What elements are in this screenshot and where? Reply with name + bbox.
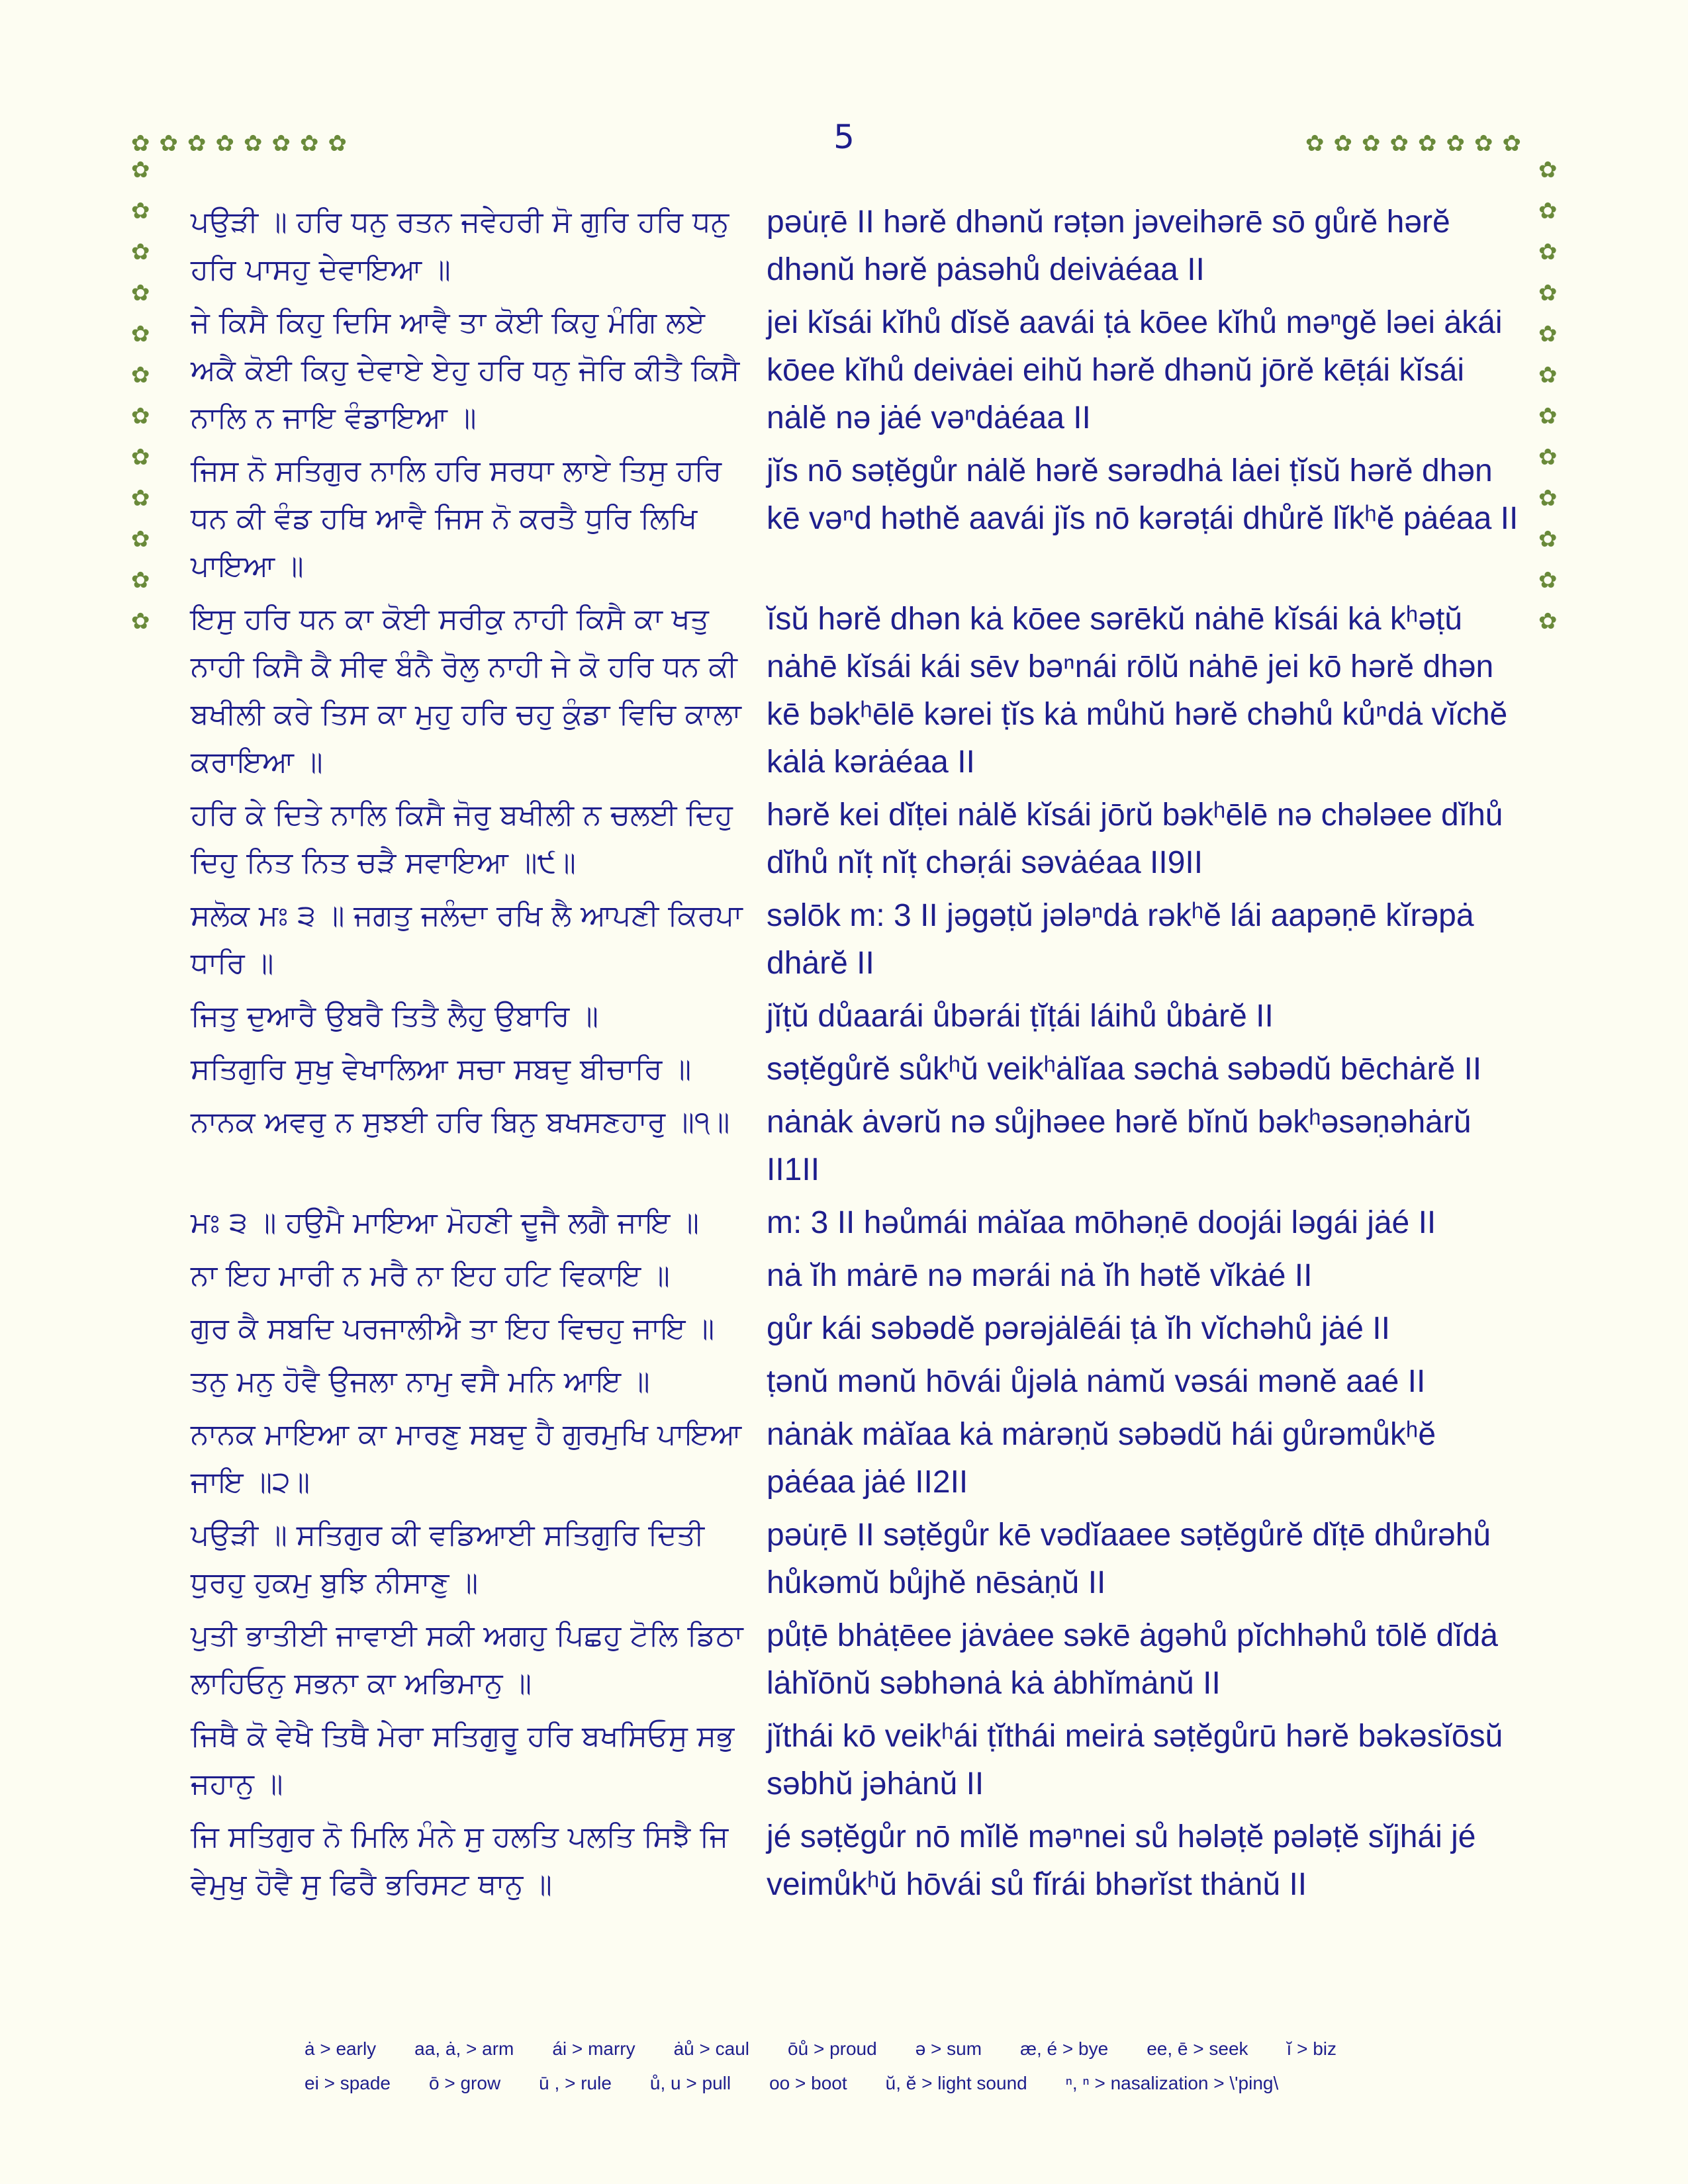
legend-item: æ, é > bye xyxy=(1020,2038,1109,2059)
flower-icon: ✿ xyxy=(1538,444,1558,471)
legend-item: ee, ē > seek xyxy=(1147,2038,1248,2059)
gurmukhi-text: ਨਾਨਕ ਮਾਇਆ ਕਾ ਮਾਰਣੁ ਸਬਦੁ ਹੈ ਗੁਰਮੁਖਿ ਪਾਇਆ ਜਾਇ ॥੨॥ xyxy=(191,1418,742,1499)
legend-item: aa, ȧ, > arm xyxy=(414,2038,514,2059)
legend-item: ái > marry xyxy=(552,2038,635,2059)
flower-icon: ✿ xyxy=(131,485,150,512)
flower-border-right xyxy=(1538,159,1558,651)
verse-row xyxy=(191,447,1528,590)
flower-icon: ✿ xyxy=(131,526,150,553)
flower-icon: ✿ xyxy=(131,239,150,265)
flower-icon: ✿ xyxy=(131,198,150,224)
flower-icon: ✿ xyxy=(1538,567,1558,594)
transliteration-text: səlōk m: 3 II jəgəṭŭ jələⁿdȧ rəkʰĕ lái aapəṇē kĭrəpȧ dhȧrĕ II xyxy=(767,898,1474,981)
gurmukhi-text: ਤਨੁ ਮਨੁ ਹੋਵੈ ਉਜਲਾ ਨਾਮੁ ਵਸੈ ਮਨਿ ਆਇ ॥ xyxy=(191,1365,650,1398)
verse-row xyxy=(191,199,1528,294)
transliteration-text: jĭthái kō veikʰái ṭĭthái meirȧ səṭĕgůrū hərĕ bəkəsĭōsŭ səbhŭ jəhȧnŭ II xyxy=(767,1719,1503,1801)
flower-border-top-left xyxy=(131,132,356,155)
gurmukhi-text: ਜਿਸ ਨੋ ਸਤਿਗੁਰ ਨਾਲਿ ਹਰਿ ਸਰਧਾ ਲਾਏ ਤਿਸੁ ਹਰਿ ਧਨ ਕੀ ਵੰਡ ਹਥਿ ਆਵੈ ਜਿਸ ਨੋ ਕਰਤੈ ਧੁਰਿ ਲਿਖਿ ਪਾਇਆ ॥ xyxy=(191,454,722,583)
flower-icon: ✿ xyxy=(1538,608,1558,635)
flower-icon: ✿ xyxy=(131,280,150,306)
verse-row xyxy=(191,1713,1528,1808)
legend-item: ū , > rule xyxy=(539,2073,612,2093)
transliteration-text: nȧnȧk ȧvərŭ nə sůjhəee hərĕ bĭnŭ bəkʰəsəṇəhȧrŭ II1II xyxy=(767,1105,1472,1187)
flower-icon: ✿ xyxy=(131,608,150,635)
verse-row xyxy=(191,299,1528,442)
gurmukhi-text: ਜਿਤੁ ਦੁਆਰੈ ਉਬਰੈ ਤਿਤੈ ਲੈਹੁ ਉਬਾਰਿ ॥ xyxy=(191,999,599,1033)
verse-row xyxy=(191,1411,1528,1506)
gurmukhi-text: ਗੁਰ ਕੈ ਸਬਦਿ ਪਰਜਾਲੀਐ ਤਾ ਇਹ ਵਿਚਹੁ ਜਾਇ ॥ xyxy=(191,1312,715,1345)
flower-icon: ✿ xyxy=(131,321,150,347)
transliteration-text: jei kĭsái kĭhů dĭsĕ aavái ṭȧ kōee kĭhů məⁿgĕ ləei ȧkái kōee kĭhů deivȧei eihŭ hərĕ dhənŭ jōrĕ kēṭái kĭsái nȧlĕ nə jȧé vəⁿdȧéaa II xyxy=(767,305,1503,435)
verse-row xyxy=(191,1046,1528,1093)
legend-row xyxy=(305,2073,1496,2094)
legend-row xyxy=(305,2038,1496,2060)
verse-row xyxy=(191,1512,1528,1607)
legend-item: oo > boot xyxy=(769,2073,847,2093)
flower-icon: ✿ xyxy=(1418,130,1437,157)
transliteration-text: půṭē bhȧṭēee jȧvȧee səkē ȧgəhů pĭchhəhů tōlĕ dĭdȧ lȧhĭōnŭ səbhənȧ kȧ ȧbhĭmȧnŭ II xyxy=(767,1618,1498,1701)
flower-icon: ✿ xyxy=(1333,130,1352,157)
verse-row xyxy=(191,892,1528,987)
gurmukhi-text: ਪਉੜੀ ॥ ਸਤਿਗੁਰ ਕੀ ਵਡਿਆਈ ਸਤਿਗੁਰਿ ਦਿਤੀ ਧੁਰਹੁ ਹੁਕਮੁ ਬੁਝਿ ਨੀਸਾਣੁ ॥ xyxy=(191,1518,704,1600)
flower-icon: ✿ xyxy=(1502,130,1521,157)
verse-row xyxy=(191,1813,1528,1909)
flower-icon: ✿ xyxy=(1538,321,1558,347)
transliteration-text: nȧ ĭh mȧrē nə mərái nȧ ĭh hətĕ vĭkȧé II xyxy=(767,1258,1313,1293)
flower-icon: ✿ xyxy=(159,130,178,157)
legend-item: ⁿ, ⁿ > nasalization > \'ping\ xyxy=(1065,2073,1279,2093)
gurmukhi-text: ਜਿ ਸਤਿਗੁਰ ਨੋ ਮਿਲਿ ਮੰਨੇ ਸੁ ਹਲਤਿ ਪਲਤਿ ਸਿਝੈ ਜਿ ਵੇਮੁਖੁ ਹੋਵੈ ਸੁ ਫਿਰੈ ਭਰਿਸਟ ਥਾਨੁ ॥ xyxy=(191,1820,729,1901)
gurmukhi-text: ਮਃ ੩ ॥ ਹਉਮੈ ਮਾਇਆ ਮੋਹਣੀ ਦੂਜੈ ਲਗੈ ਜਾਇ ॥ xyxy=(191,1206,700,1240)
legend-item: ȧ > early xyxy=(305,2038,377,2059)
flower-icon: ✿ xyxy=(244,130,263,157)
gurmukhi-text: ਨਾ ਇਹ ਮਾਰੀ ਨ ਮਰੈ ਨਾ ਇਹ ਹਟਿ ਵਿਕਾਇ ॥ xyxy=(191,1259,670,1293)
gurmukhi-text: ਨਾਨਕ ਅਵਰੁ ਨ ਸੁਝਈ ਹਰਿ ਬਿਨੁ ਬਖਸਣਹਾਰੁ ॥੧॥ xyxy=(191,1105,730,1139)
transliteration-text: jé səṭĕgůr nō mĭlĕ məⁿnei sů hələṭĕ pələṭĕ sĭjhái jé veimůkʰŭ hōvái sů fĭrái bhərĭst thȧnŭ II xyxy=(767,1819,1476,1902)
verse-row xyxy=(191,993,1528,1040)
verse-row xyxy=(191,1252,1528,1300)
verse-row xyxy=(191,1358,1528,1406)
legend-item: ŭ, ĕ > light sound xyxy=(885,2073,1027,2093)
flower-icon: ✿ xyxy=(131,130,150,157)
transliteration-text: m: 3 II həůmái mȧĭaa mōhəṇē doojái ləgái jȧé II xyxy=(767,1205,1436,1240)
flower-icon: ✿ xyxy=(1538,485,1558,512)
legend-item: ȧů > caul xyxy=(673,2038,750,2059)
flower-icon: ✿ xyxy=(1538,157,1558,183)
pronunciation-legend xyxy=(305,2038,1496,2107)
gurmukhi-text: ਹਰਿ ਕੇ ਦਿਤੇ ਨਾਲਿ ਕਿਸੈ ਜੋਰੁ ਬਖੀਲੀ ਨ ਚਲਈ ਦਿਹੁ ਦਿਹੁ ਨਿਤ ਨਿਤ ਚੜੈ ਸਵਾਇਆ ॥੯॥ xyxy=(191,798,733,880)
transliteration-text: nȧnȧk mȧĭaa kȧ mȧrəṇŭ səbədŭ hái gůrəmůkʰĕ pȧéaa jȧé II2II xyxy=(767,1417,1436,1500)
flower-icon: ✿ xyxy=(1538,526,1558,553)
flower-icon: ✿ xyxy=(1305,130,1325,157)
flower-icon: ✿ xyxy=(131,567,150,594)
flower-icon: ✿ xyxy=(1538,403,1558,430)
transliteration-text: ṭənŭ mənŭ hōvái ůjəlȧ nȧmŭ vəsái mənĕ aaé II xyxy=(767,1364,1426,1399)
flower-icon: ✿ xyxy=(131,157,150,183)
flower-icon: ✿ xyxy=(215,130,234,157)
legend-item: ō > grow xyxy=(429,2073,501,2093)
verse-row xyxy=(191,596,1528,786)
transliteration-text: pəu̇ṛē II hərĕ dhənŭ rəṭən jəveihərē sō gůrĕ hərĕ dhənŭ hərĕ pȧsəhů deivȧéaa II xyxy=(767,205,1450,287)
flower-icon: ✿ xyxy=(328,130,347,157)
flower-icon: ✿ xyxy=(1538,280,1558,306)
gurmukhi-text: ਜਿਥੈ ਕੋ ਵੇਖੈ ਤਿਥੈ ਮੇਰਾ ਸਤਿਗੁਰੂ ਹਰਿ ਬਖਸਿਓਸੁ ਸਭੁ ਜਹਾਨੁ ॥ xyxy=(191,1719,735,1801)
verse-row xyxy=(191,1199,1528,1247)
legend-item: ĭ > biz xyxy=(1286,2038,1337,2059)
gurmukhi-text: ਪਉੜੀ ॥ ਹਰਿ ਧਨੁ ਰਤਨ ਜਵੇਹਰੀ ਸੋ ਗੁਰਿ ਹਰਿ ਧਨੁ ਹਰਿ ਪਾਸਹੁ ਦੇਵਾਇਆ ॥ xyxy=(191,205,729,287)
flower-icon: ✿ xyxy=(131,444,150,471)
legend-item: ei > spade xyxy=(305,2073,391,2093)
flower-icon: ✿ xyxy=(187,130,207,157)
verse-row xyxy=(191,1099,1528,1194)
transliteration-text: ĭsŭ hərĕ dhən kȧ kōee sərēkŭ nȧhē kĭsái kȧ kʰəṭŭ nȧhē kĭsái kái sēv bəⁿnái rōlŭ nȧhē jei kō hərĕ dhən kē bəkʰēlē kərei ṭĭs kȧ můhŭ hərĕ chəhů kůⁿdȧ vĭchĕ kȧlȧ kərȧéaa II xyxy=(767,602,1508,780)
flower-border-top-right xyxy=(1305,132,1530,155)
transliteration-text: hərĕ kei dĭṭei nȧlĕ kĭsái jōrŭ bəkʰēlē nə chələee dĭhů dĭhů nĭṭ nĭṭ chəṛái səvȧéaa II9II xyxy=(767,797,1503,880)
flower-icon: ✿ xyxy=(1362,130,1381,157)
transliteration-text: jĭs nō səṭĕgůr nȧlĕ hərĕ sərədhȧ lȧei ṭĭsŭ hərĕ dhən kē vəⁿd həthĕ aavái jĭs nō kərəṭái dhůrĕ lĭkʰĕ pȧéaa II xyxy=(767,453,1519,536)
verse-row xyxy=(191,1305,1528,1353)
gurmukhi-text: ਸਤਿਗੁਰਿ ਸੁਖੁ ਵੇਖਾਲਿਆ ਸਚਾ ਸਬਦੁ ਬੀਚਾਰਿ ॥ xyxy=(191,1052,692,1086)
flower-icon: ✿ xyxy=(1538,239,1558,265)
flower-icon: ✿ xyxy=(1538,362,1558,388)
verse-row xyxy=(191,792,1528,887)
flower-icon: ✿ xyxy=(300,130,319,157)
flower-icon: ✿ xyxy=(1474,130,1493,157)
flower-icon: ✿ xyxy=(131,403,150,430)
flower-icon: ✿ xyxy=(131,362,150,388)
legend-item: ə > sum xyxy=(915,2038,982,2059)
flower-icon: ✿ xyxy=(1538,198,1558,224)
legend-item: ů, u > pull xyxy=(649,2073,731,2093)
flower-icon: ✿ xyxy=(1446,130,1465,157)
flower-icon: ✿ xyxy=(271,130,291,157)
flower-border-left xyxy=(131,159,150,651)
transliteration-text: səṭĕgůrĕ sůkʰŭ veikʰȧlĭaa səchȧ səbədŭ bēchȧrĕ II xyxy=(767,1052,1482,1087)
gurmukhi-text: ਇਸੁ ਹਰਿ ਧਨ ਕਾ ਕੋਈ ਸਰੀਕੁ ਨਾਹੀ ਕਿਸੈ ਕਾ ਖਤੁ ਨਾਹੀ ਕਿਸੈ ਕੈ ਸੀਵ ਬੰਨੈ ਰੋਲੁ ਨਾਹੀ ਜੇ ਕੋ ਹਰਿ ਧਨ ਕੀ ਬਖੀਲੀ ਕਰੇ ਤਿਸ ਕਾ ਮੁਹੁ ਹਰਿ ਚਹੁ ਕੁੰਡਾ ਵਿਚਿ ਕਾਲਾ ਕਰਾਇਆ ॥ xyxy=(191,602,741,779)
gurmukhi-text: ਪੁਤੀ ਭਾਤੀਈ ਜਾਵਾਈ ਸਕੀ ਅਗਹੁ ਪਿਛਹੁ ਟੋਲਿ ਡਿਠਾ ਲਾਹਿਓਨੁ ਸਭਨਾ ਕਾ ਅਭਿਮਾਨੁ ॥ xyxy=(191,1619,743,1700)
gurmukhi-text: ਸਲੋਕ ਮਃ ੩ ॥ ਜਗਤੁ ਜਲੰਦਾ ਰਖਿ ਲੈ ਆਪਣੀ ਕਿਰਪਾ ਧਾਰਿ ॥ xyxy=(191,899,743,980)
gurmukhi-text: ਜੇ ਕਿਸੈ ਕਿਹੁ ਦਿਸਿ ਆਵੈ ਤਾ ਕੋਈ ਕਿਹੁ ਮੰਗਿ ਲਏ ਅਕੈ ਕੋਈ ਕਿਹੁ ਦੇਵਾਏ ਏਹੁ ਹਰਿ ਧਨੁ ਜੋਰਿ ਕੀਤੈ ਕਿਸੈ ਨਾਲਿ ਨ ਜਾਇ ਵੰਡਾਇਆ ॥ xyxy=(191,306,740,435)
legend-item: ōů > proud xyxy=(788,2038,877,2059)
transliteration-text: jĭṭŭ důaarái ůbərái ṭĭṭái láihů ůbȧrĕ II xyxy=(767,999,1274,1034)
transliteration-text: gůr kái səbədĕ pərəjȧlēái ṭȧ ĭh vĭchəhů jȧé II xyxy=(767,1311,1390,1346)
transliteration-text: pəu̇ṛē II səṭĕgůr kē vədĭaaee səṭĕgůrĕ dĭṭē dhůrəhů hůkəmŭ bůjhĕ nēsȧṇŭ II xyxy=(767,1518,1491,1600)
verse-list xyxy=(191,199,1528,1914)
page-number: 5 xyxy=(833,118,855,156)
flower-icon: ✿ xyxy=(1389,130,1409,157)
verse-row xyxy=(191,1612,1528,1707)
